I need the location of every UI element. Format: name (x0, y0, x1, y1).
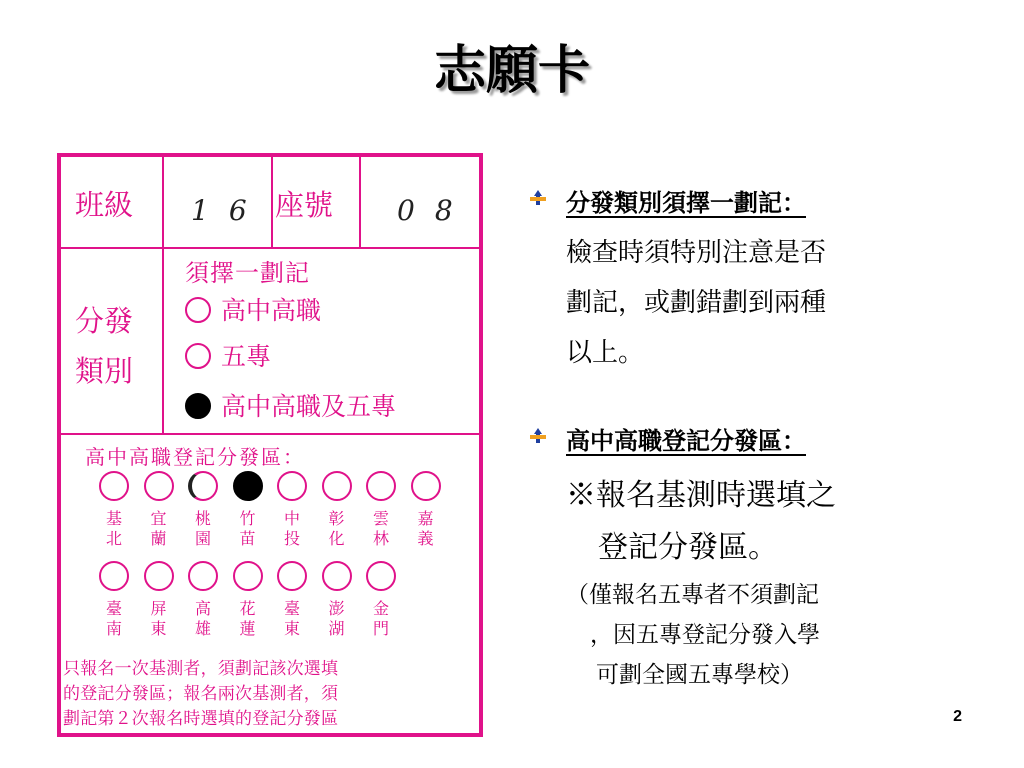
region-label-char: 蓮 (239, 619, 256, 638)
region-label-char: 義 (417, 529, 434, 548)
card-divider (271, 157, 273, 247)
region-label-char: 門 (372, 619, 389, 638)
region-label (233, 509, 263, 549)
card-divider (61, 433, 479, 435)
region-label-char: 東 (283, 619, 300, 638)
region-label-char: 東 (150, 619, 167, 638)
category-option-junior-college[interactable] (185, 343, 271, 369)
region-label (188, 599, 218, 639)
region-bubble[interactable] (366, 471, 396, 501)
region-bubble[interactable] (322, 561, 352, 591)
region-label-char: 彰 (328, 509, 345, 528)
region-label-char: 金 (372, 599, 389, 618)
option-label: 五專 (221, 341, 272, 371)
category-option-both[interactable] (185, 393, 396, 419)
region-label (188, 509, 218, 549)
category-label-line1: 分發 (75, 304, 134, 338)
note-paren-line: （僅報名五專者不須劃記 (566, 582, 819, 608)
note-text-line: 登記分發區。 (598, 530, 778, 565)
bullet-icon (530, 190, 546, 206)
note-text-line: 以上。 (566, 338, 645, 368)
region-bubble[interactable] (277, 471, 307, 501)
page-number: 2 (953, 708, 962, 725)
region-bubble[interactable] (188, 471, 218, 501)
region-label (99, 599, 129, 639)
bullet-icon (530, 428, 546, 444)
option-bubble-filled[interactable] (185, 393, 211, 419)
category-hint: 須擇一劃記 (185, 259, 310, 287)
region-label-char: 化 (328, 529, 345, 548)
region-label-char: 投 (283, 529, 300, 548)
region-label (411, 509, 441, 549)
region-label (366, 509, 396, 549)
region-label-char: 林 (372, 529, 389, 548)
region-label-char: 花 (239, 599, 256, 618)
region-label-char: 高 (194, 599, 211, 618)
region-label (277, 509, 307, 549)
preference-card (57, 153, 483, 737)
region-label-char: 桃 (194, 509, 211, 528)
region-label-char: 屏 (150, 599, 167, 618)
option-label: 高中高職 (221, 295, 322, 325)
region-bubble[interactable] (233, 561, 263, 591)
region-label-char: 園 (194, 529, 211, 548)
region-bubble[interactable] (188, 561, 218, 591)
region-label (99, 509, 129, 549)
note-text-line: 檢查時須特別注意是否 (566, 238, 827, 268)
region-label-char: 南 (105, 619, 122, 638)
note-text-line: ※報名基測時選填之 (566, 478, 836, 513)
region-label (366, 599, 396, 639)
card-divider (162, 157, 164, 433)
region-label (277, 599, 307, 639)
card-divider (359, 157, 361, 247)
region-label-char: 北 (105, 529, 122, 548)
region-label-char: 基 (105, 509, 122, 528)
region-label-char: 雄 (194, 619, 211, 638)
region-label (322, 599, 352, 639)
region-bubble[interactable] (144, 561, 174, 591)
region-bubble[interactable] (322, 471, 352, 501)
region-label-char: 雲 (372, 509, 389, 528)
note-paren-line: 可劃全國五專學校） (596, 662, 803, 688)
seat-value: 08 (397, 194, 473, 227)
card-divider (61, 247, 479, 249)
region-label-char: 竹 (239, 509, 256, 528)
seat-label: 座號 (275, 188, 334, 222)
region-label-char: 臺 (105, 599, 122, 618)
region-label-char: 澎 (328, 599, 345, 618)
region-label-char: 蘭 (150, 529, 167, 548)
region-label-char: 湖 (328, 619, 345, 638)
card-footnote-line: 劃記第２次報名時選填的登記分發區 (63, 709, 339, 729)
region-bubble[interactable] (99, 471, 129, 501)
card-footnote-line: 的登記分發區；報名兩次基測者，須 (63, 684, 339, 704)
note-heading-category: 分發類別須擇一劃記： (566, 189, 806, 217)
region-label (144, 509, 174, 549)
category-label-line2: 類別 (75, 354, 134, 388)
region-bubble[interactable] (277, 561, 307, 591)
option-bubble[interactable] (185, 343, 211, 369)
note-text-line: 劃記，或劃錯劃到兩種 (566, 288, 827, 318)
class-label: 班級 (75, 188, 134, 222)
category-option-senior-vocational[interactable] (185, 297, 321, 323)
card-footnote-line: 只報名一次基測者，須劃記該次選填 (63, 659, 339, 679)
region-title: 高中高職登記分發區： (85, 445, 305, 469)
region-bubble[interactable] (233, 471, 263, 501)
region-label (322, 509, 352, 549)
region-label-char: 臺 (283, 599, 300, 618)
region-bubble[interactable] (411, 471, 441, 501)
region-label-char: 中 (283, 509, 300, 528)
region-label (233, 599, 263, 639)
region-bubble[interactable] (366, 561, 396, 591)
note-heading-region: 高中高職登記分發區： (566, 427, 806, 455)
region-bubble[interactable] (99, 561, 129, 591)
region-label-char: 宜 (150, 509, 167, 528)
region-label (144, 599, 174, 639)
option-bubble[interactable] (185, 297, 211, 323)
note-paren-line: ，因五專登記分發入學 (590, 622, 820, 648)
region-label-char: 苗 (239, 529, 256, 548)
page-title: 志願卡 (433, 40, 590, 101)
option-label: 高中高職及五專 (221, 391, 397, 421)
region-bubble[interactable] (144, 471, 174, 501)
class-value: 16 (191, 194, 267, 227)
region-label-char: 嘉 (417, 509, 434, 528)
